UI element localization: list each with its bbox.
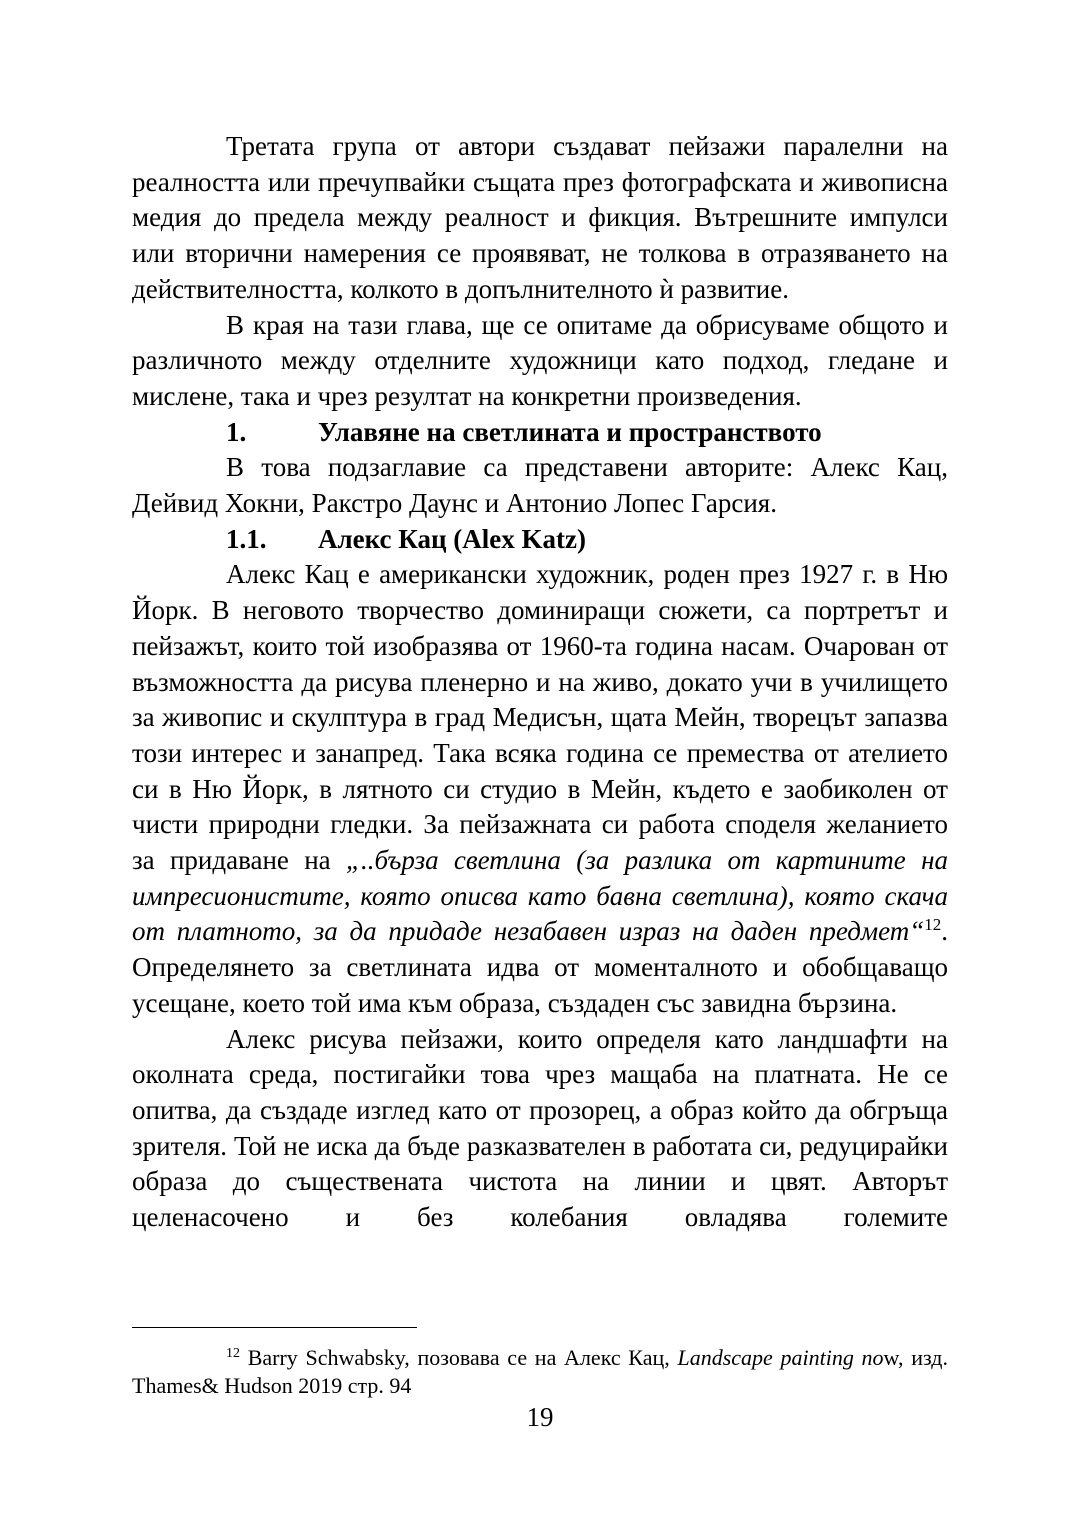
section-heading-1 bbox=[132, 415, 948, 451]
bio-text-end: . Определянето за светлината идва от моменталното и обобщаващо усещане, което той има към образа, създаден със завидна бързина. bbox=[132, 916, 948, 1018]
section-heading-1-1 bbox=[132, 522, 948, 558]
footnote-text-before: Barry Schwabsky, позовава се на Алекс Кац, bbox=[240, 1345, 678, 1370]
paragraph-subsection-authors: В това подзаглавие са представени авторите: Алекс Кац, Дейвид Хокни, Ракстро Даунс и Антонио Лопес Гарсия. bbox=[132, 452, 948, 519]
bio-text-start: Алекс Кац е американски художник, роден през 1927 г. в Ню Йорк. В неговото творчество доминиращи сюжети, са портретът и пейзажът, които той изобразява от 1960-та година насам. Очарован от възможността да рисува пленерно и на живо, докато учи в училището за живопис и скулптура в град Медисън, щата Мейн, творецът запазва този интерес и занапред. Така всяка година се премества от ателието си в Ню Йорк, в лятното си студио в Мейн, където е заобиколен от чисти природни гледки. За пейзажната си работа споделя желанието за придаване на bbox=[132, 559, 948, 876]
paragraph-alex-katz-bio bbox=[132, 557, 948, 1021]
footnote-reference[interactable]: 12 bbox=[924, 915, 942, 935]
paragraph-third-group: Третата група от автори създават пейзажи паралелни на реалността или пречупвайки същата през фотографската и живописна медия до предела между реалност и фикция. Вътрешните импулси или вторични намерения се проявяват, не толкова в отразяването на действителността, колкото в допълнителното ѝ развитие. bbox=[132, 131, 948, 304]
subsection-title: Алекс Кац (Alex Katz) bbox=[318, 523, 586, 554]
section-number: 1. bbox=[226, 416, 247, 447]
footnote-divider bbox=[132, 1327, 417, 1328]
page-number: 19 bbox=[526, 1402, 554, 1432]
footnote bbox=[132, 1344, 948, 1400]
subsection-number: 1.1. bbox=[226, 523, 267, 554]
footnote-book-title-tail: w bbox=[883, 1345, 899, 1370]
paragraph-landscapes: Алекс рисува пейзажи, които определя като ландшафти на околната среда, постигайки това чрез мащаба на платната. Не се опитва, да създаде изглед като от прозорец, а образ който да обгръща зрителя. Той не иска да бъде разказвателен в работата си, редуцирайки образа до съществената чистота на линии и цвят. Авторът целенасочено и без колебания овладява големите bbox=[132, 1023, 948, 1233]
katz-quote: „..бърза светлина (за разлика от картините на импресионистите, която описва като бавна светлина), която скача от платното, за да придаде незабавен израз на даден предмет“ bbox=[132, 845, 949, 947]
footnote-number: 12 bbox=[226, 1346, 240, 1361]
paragraph-chapter-intro: В края на тази глава, ще се опитаме да обрисуваме общото и различното между отделните художници като подход, гледане и мислене, така и чрез резултат на конкретни произведения. bbox=[132, 309, 948, 411]
footnote-book-title: Landscape painting no bbox=[677, 1345, 884, 1370]
footnote-text-after: , изд. Thames& Hudson 2019 стр. 94 bbox=[132, 1345, 948, 1398]
section-title: Улавяне на светлината и пространството bbox=[318, 416, 822, 447]
page-body bbox=[132, 129, 948, 1236]
